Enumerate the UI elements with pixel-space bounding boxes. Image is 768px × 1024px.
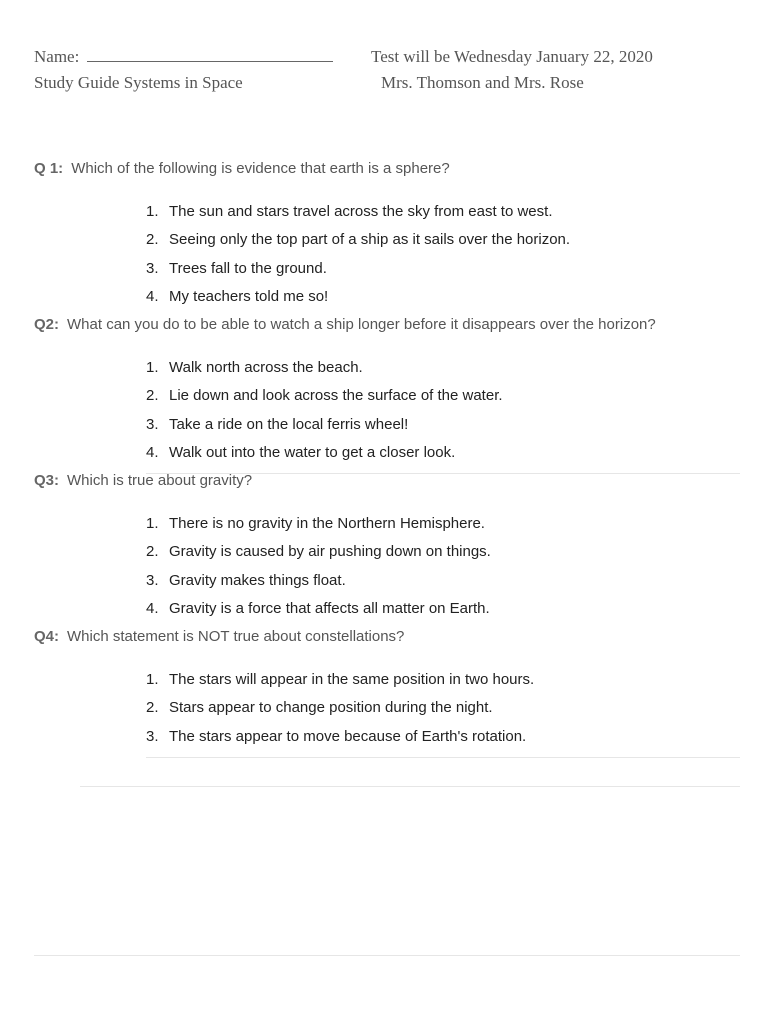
- list-item: 1. Walk north across the beach.: [146, 359, 363, 376]
- question-1: [34, 160, 450, 177]
- divider: [80, 786, 740, 787]
- question-4-options: [146, 666, 534, 751]
- list-item: 3. The stars appear to move because of Earth's rotation.: [146, 727, 527, 745]
- question-4-text: Which statement is NOT true about constellations?: [67, 628, 405, 645]
- name-field[interactable]: [34, 47, 333, 67]
- question-1-options: [146, 198, 570, 311]
- study-guide-title: Study Guide Systems in Space: [34, 73, 243, 92]
- divider: [146, 757, 740, 758]
- list-item: 3. Gravity makes things float.: [146, 571, 346, 589]
- question-2-number: Q2:: [34, 316, 60, 333]
- list-item: 1. The sun and stars travel across the sky from east to west.: [146, 203, 553, 220]
- question-4: [34, 628, 404, 645]
- list-item: 4. My teachers told me so!: [146, 287, 329, 305]
- list-item: 1. The stars will appear in the same position in two hours.: [146, 671, 535, 688]
- list-item: 4. Gravity is a force that affects all matter on Earth.: [146, 599, 490, 617]
- question-2-text: What can you do to be able to watch a ship longer before it disappears over the horizon?: [67, 316, 656, 333]
- list-item: 2. Lie down and look across the surface of the water.: [146, 387, 503, 405]
- question-2: [34, 316, 656, 333]
- list-item: 2. Stars appear to change position during the night.: [146, 699, 493, 717]
- list-item: 2. Seeing only the top part of a ship as it sails over the horizon.: [146, 231, 571, 249]
- question-3-options: [146, 510, 491, 623]
- question-4-number: Q4:: [34, 628, 60, 645]
- question-2-options: [146, 354, 503, 467]
- question-3-text: Which is true about gravity?: [67, 472, 253, 489]
- test-date: Test will be Wednesday January 22, 2020: [371, 47, 653, 66]
- question-1-text: Which of the following is evidence that earth is a sphere?: [71, 160, 450, 177]
- teachers-names: Mrs. Thomson and Mrs. Rose: [381, 73, 584, 92]
- name-label: Name:: [34, 47, 80, 66]
- question-3: [34, 472, 252, 489]
- question-3-number: Q3:: [34, 472, 60, 489]
- list-item: 4. Walk out into the water to get a closer look.: [146, 443, 456, 461]
- list-item: 1. There is no gravity in the Northern Hemisphere.: [146, 515, 485, 532]
- list-item: 2. Gravity is caused by air pushing down on things.: [146, 543, 491, 561]
- divider: [34, 955, 740, 956]
- name-blank-line[interactable]: [87, 47, 333, 62]
- list-item: 3. Trees fall to the ground.: [146, 259, 327, 277]
- question-1-number: Q 1:: [34, 160, 64, 177]
- list-item: 3. Take a ride on the local ferris wheel!: [146, 415, 409, 433]
